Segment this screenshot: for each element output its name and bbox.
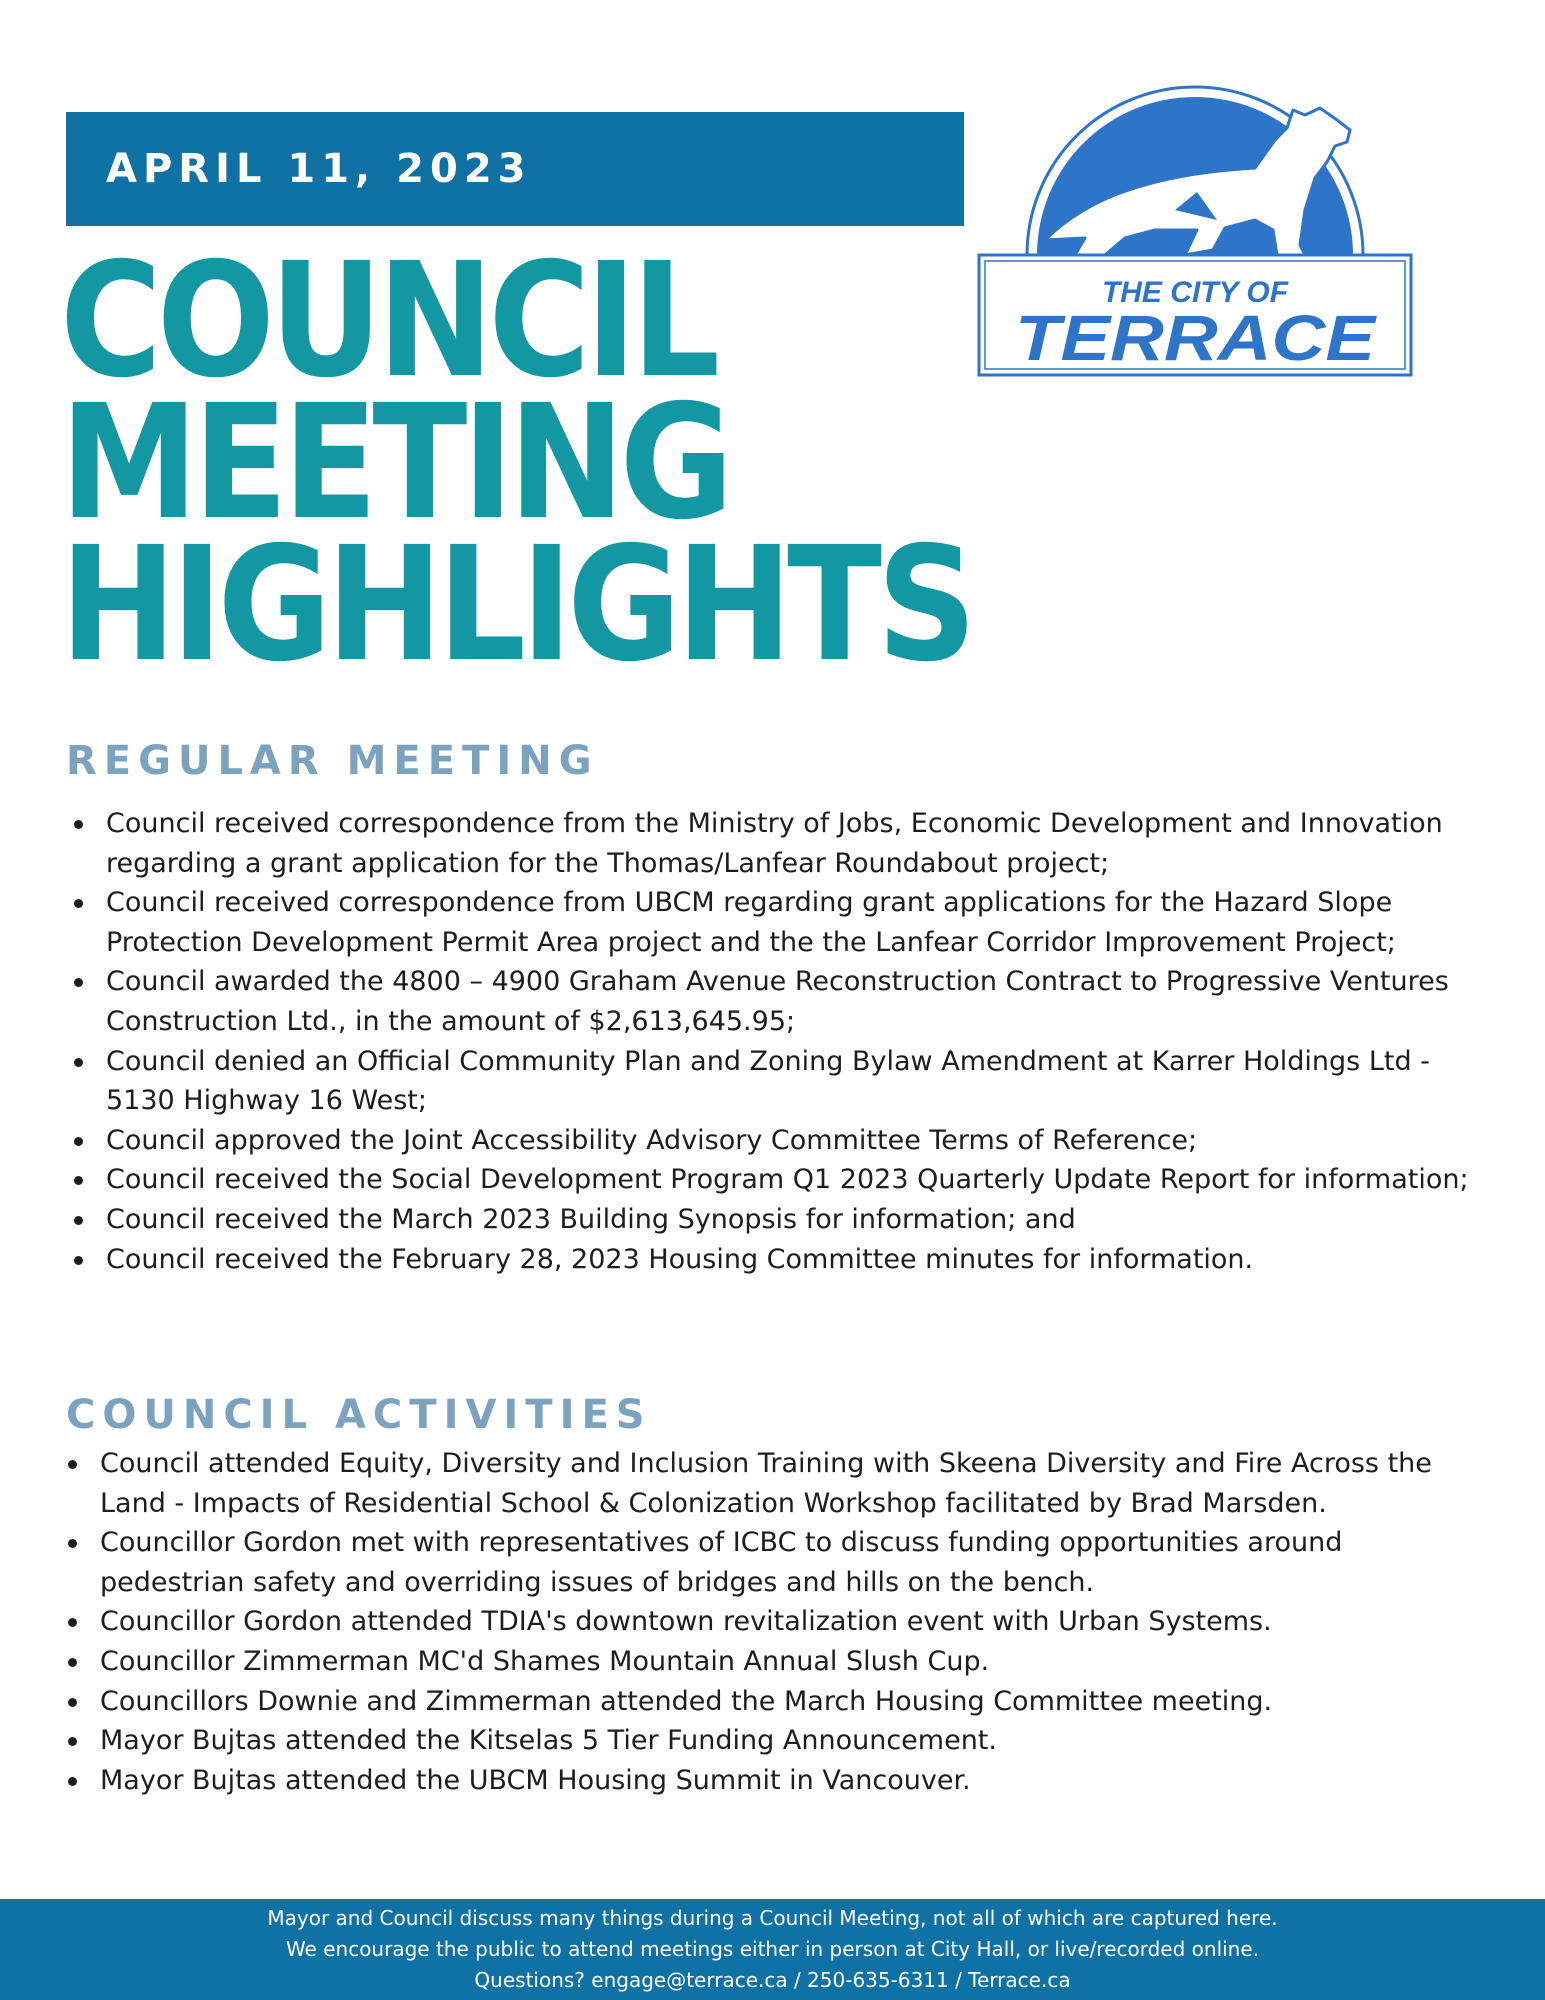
- list-item: Council attended Equity, Diversity and Inclusion Training with Skeena Diversity and Fire Across the Land - Impacts of Residential School & Colonization Workshop facilitated by Brad Marsden.: [60, 1444, 1460, 1523]
- list-item: Council received the Social Development Program Q1 2023 Quarterly Update Report for information;: [66, 1160, 1476, 1200]
- title-line-1: COUNCIL: [60, 229, 715, 413]
- list-item: Council received correspondence from the Ministry of Jobs, Economic Development and Innovation regarding a grant application for the Thomas/Lanfear Roundabout project;: [66, 804, 1476, 883]
- list-item: Mayor Bujtas attended the UBCM Housing Summit in Vancouver.: [60, 1761, 1460, 1801]
- list-item: Council approved the Joint Accessibility Advisory Committee Terms of Reference;: [66, 1121, 1476, 1161]
- list-item: Councillor Gordon attended TDIA's downtown revitalization event with Urban Systems.: [60, 1602, 1460, 1642]
- footer-banner: [0, 1899, 1545, 2000]
- regular-meeting-heading: REGULAR MEETING: [66, 738, 599, 784]
- page-title: [60, 229, 972, 697]
- footer-line-1: Mayor and Council discuss many things during a Council Meeting, not all of which are captured here.: [267, 1906, 1278, 1930]
- city-of-terrace-logo: [975, 70, 1415, 380]
- council-activities-heading: COUNCIL ACTIVITIES: [66, 1392, 652, 1438]
- list-item: Council received correspondence from UBCM regarding grant applications for the Hazard Slope Protection Development Permit Area project and the the Lanfear Corridor Improvement Project;: [66, 883, 1476, 962]
- list-item: Councillor Gordon met with representatives of ICBC to discuss funding opportunities around pedestrian safety and overriding issues of bridges and hills on the bench.: [60, 1523, 1460, 1602]
- footer-contact-line: Questions? engage@terrace.ca / 250-635-6311 / Terrace.ca: [474, 1968, 1071, 1992]
- list-item: Mayor Bujtas attended the Kitselas 5 Tier Funding Announcement.: [60, 1721, 1460, 1761]
- list-item: Council received the March 2023 Building Synopsis for information; and: [66, 1200, 1476, 1240]
- title-line-3: HIGHLIGHTS: [60, 513, 972, 697]
- list-item: Council awarded the 4800 – 4900 Graham Avenue Reconstruction Contract to Progressive Ventures Construction Ltd., in the amount of $2,613,645.95;: [66, 962, 1476, 1041]
- logo-line-1: THE CITY OF: [1101, 276, 1289, 309]
- date-banner: [66, 112, 964, 226]
- title-line-2: MEETING: [60, 371, 729, 555]
- logo-line-2: TERRACE: [1015, 302, 1378, 374]
- list-item: Councillor Zimmerman MC'd Shames Mountain Annual Slush Cup.: [60, 1642, 1460, 1682]
- list-item: Council received the February 28, 2023 Housing Committee minutes for information.: [66, 1240, 1476, 1280]
- footer-line-2: We encourage the public to attend meetings either in person at City Hall, or live/recorded online.: [285, 1937, 1260, 1961]
- list-item: Council denied an Official Community Plan and Zoning Bylaw Amendment at Karrer Holdings Ltd - 5130 Highway 16 West;: [66, 1042, 1476, 1121]
- council-activities-list: [60, 1444, 1460, 1800]
- regular-meeting-list: [66, 804, 1476, 1279]
- list-item: Councillors Downie and Zimmerman attended the March Housing Committee meeting.: [60, 1682, 1460, 1722]
- meeting-date: APRIL 11, 2023: [106, 146, 532, 192]
